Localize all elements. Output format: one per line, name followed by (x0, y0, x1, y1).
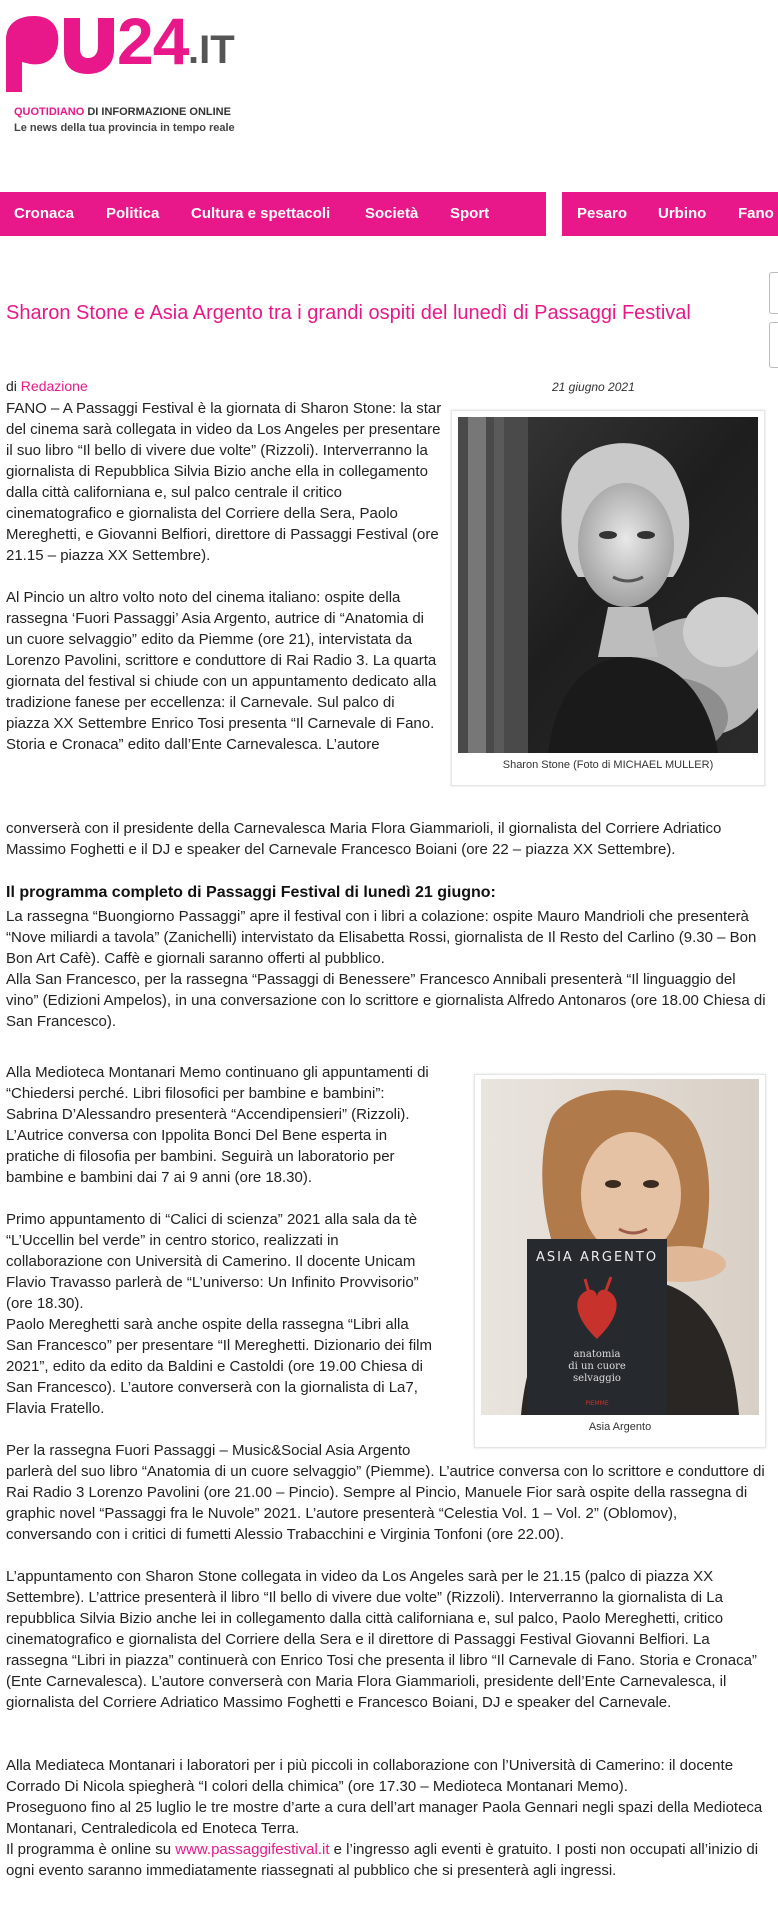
site-logo-mark[interactable] (0, 10, 118, 99)
article-date: 21 giugno 2021 (552, 380, 635, 394)
article-paragraph-8a: Per la rassegna Fuori Passaggi – Music&Social Asia Argento (6, 1442, 411, 1459)
book-title-line-2: di un cuore (568, 1361, 626, 1372)
article-paragraph-9: L’appuntamento con Sharon Stone collegata in video da Los Angeles sarà per le 21.15 (palco di piazza XX Settembre). L’attrice presenterà il libro “Il bello di vivere due volte” (Rizzoli). Interverranno la giornalista di La repubblica Silvia Bizio anche lei in collegamento dalla città californiana e, sul palco, Paolo Mereghetti, critico cinematografico e giornalista del Corriere della Sera e il direttore di Passaggi Festival Giovanni Belfiori. La rassegna “Libri in piazza” continuerà con Enrico Tosi che presenta il libro “Il Carnevale di Fano. Storia e Cronaca” (Ente Carnevalesca). L’autore converserà con Maria Flora Giammarioli, presidente dell’Ente Carnevalesca, il giornalista del Corriere Adriatico Massimo Foghetti e Francesco Boiani, DJ e speaker del Carnevale. (6, 1568, 757, 1711)
article-paragraph-3: La rassegna “Buongiorno Passaggi” apre il festival con i libri a colazione: ospite Mauro Mandrioli che presenterà “Nove miliardi a tavola” (Zanichelli) intervistato da Elisabetta Rossi, giornalista de Il Resto del Carlino (9.30 – Bon Bon Art Cafè). Caffè e giornali saranno offerti al pubblico. (6, 908, 757, 967)
nav-item-cultura[interactable]: Cultura e spettacoli (191, 205, 331, 222)
p12-pre: Il programma è online su (6, 1841, 176, 1858)
side-widget-tab[interactable] (769, 272, 778, 314)
article-paragraph-11: Proseguono fino al 25 luglio le tre mostre d’arte a cura dell’art manager Paola Gennari negli spazi della Medioteca Montanari, Centraledicola ed Enoteca Terra. (6, 1799, 763, 1837)
tagline-brand: QUOTIDIANO (14, 106, 85, 118)
article-paragraph-12 (6, 1839, 766, 1881)
author-link[interactable]: Redazione (20, 378, 88, 394)
logo-number[interactable]: 24 (117, 4, 189, 78)
sharon-stone-figure (451, 410, 765, 786)
site-subtagline: Le news della tua provincia in tempo reale (14, 122, 235, 134)
article-paragraph-6: Primo appuntamento di “Calici di scienza” 2021 alla sala da tè “L’Uccellin bel verde” in centro storico, realizzati in collaborazione con Università di Camerino. Il docente Unicam Flavio Travasso parlerà de “L’universo: Un Infinito Provvisorio” (ore 18.30). (6, 1211, 419, 1312)
byline-prefix: di (6, 378, 21, 394)
nav-item-societa[interactable]: Società (365, 205, 419, 222)
book-publisher: PIEMME (585, 1400, 609, 1407)
p12-post: e l’ingresso agli eventi è gratuito. I posti non occupati all’inizio di ogni evento saranno immediatamente riassegnati al pubblico che si presenterà agli ingressi. (6, 1841, 759, 1879)
tagline-rest: DI INFORMAZIONE ONLINE (84, 106, 231, 118)
festival-website-link[interactable]: www.passaggifestival.it (175, 1841, 330, 1858)
nav-item-pesaro[interactable]: Pesaro (577, 205, 628, 222)
nav-item-politica[interactable]: Politica (106, 205, 160, 222)
program-heading: Il programma completo di Passaggi Festival di lunedì 21 giugno: (6, 884, 496, 901)
asia-argento-photo[interactable] (481, 1079, 759, 1415)
side-widget-tab-2[interactable] (769, 322, 778, 368)
book-cover (527, 1239, 667, 1415)
nav-item-fano[interactable]: Fano (738, 205, 774, 222)
site-header (0, 0, 778, 190)
book-author: ASIA ARGENTO (535, 1250, 659, 1265)
logo-mark-text: pu (0, 10, 2, 11)
book-title-line-1: anatomia (573, 1349, 621, 1360)
article-paragraph-10: Alla Mediateca Montanari i laboratori per i più piccoli in collaborazione con l’Università di Camerino: il docente Corrado Di Nicola spiegherà “I colori della chimica” (ore 17.30 – Medioteca Montanari Memo). (6, 1757, 734, 1795)
nav-separator (546, 192, 562, 236)
nav-item-sport[interactable]: Sport (450, 205, 490, 222)
article-byline (6, 378, 88, 394)
main-nav (0, 192, 778, 236)
article-paragraph-1: FANO – A Passaggi Festival è la giornata di Sharon Stone: la star del cinema sarà collegata in video da Los Angeles per presentare il suo libro “Il bello di vivere due volte” (Rizzoli). Interverranno la giornalista di Repubblica Silvia Bizio anche ella in collegamento dalla città californiana e, sul palco centrale il critico cinematografico e giornalista del Corriere della Sera, Paolo Mereghetti, e Giovanni Belfiori, direttore di Passaggi Festival (ore 21.15 – piazza XX Settembre). (6, 400, 442, 564)
article-paragraph-5: Alla Medioteca Montanari Memo continuano gli appuntamenti di “Chiedersi perché. Libri filosofici per bambine e bambini”: Sabrina D’Alessandro presenterà “Accendipensieri” (Rizzoli). L’Autrice conversa con Ippolita Bonci Del Bene esperta in pratiche di filosofia per bambini. Seguirà un laboratorio per bambine e bambini dai 7 ai 9 anni (ore 18.30). (6, 1064, 429, 1186)
sharon-stone-caption: Sharon Stone (Foto di MICHAEL MULLER) (502, 759, 714, 771)
book-title-line-3: selvaggio (573, 1373, 621, 1384)
asia-argento-caption: Asia Argento (588, 1421, 652, 1433)
asia-argento-figure (474, 1074, 766, 1448)
article-paragraph-7: Paolo Mereghetti sarà anche ospite della rassegna “Libri alla San Francesco” per presentare “Il Mereghetti. Dizionario dei film 2021”, edito da edito da Baldini e Castoldi (ore 19.00 Chiesa di San Francesco). L’autore converserà con la giornalista di La7, Flavia Fratello. (6, 1316, 433, 1417)
article-title: Sharon Stone e Asia Argento tra i grandi ospiti del lunedì di Passaggi Festival (6, 302, 691, 324)
article-paragraph-2a: Al Pincio un altro volto noto del cinema italiano: ospite della rassegna ‘Fuori Passaggi’ Asia Argento, autrice di “Anatomia di un cuore selvaggio” edito da Piemme (ore 21), intervistata da Lorenzo Pavolini, scrittore e conduttore di Rai Radio 3. La quarta giornata del festival si chiude con un appuntamento dedicato alla tradizione fanese per eccellenza: il Carnevale. Sul palco di piazza XX Settembre Enrico Tosi presenta “Il Carnevale di Fano. Storia e Cronaca” edito dall’Ente Carnevalesca. L’autore (6, 589, 437, 753)
logo-tld[interactable]: .IT (188, 28, 235, 72)
sharon-stone-photo[interactable] (458, 417, 758, 753)
site-tagline (14, 106, 231, 118)
article-paragraph-2b: converserà con il presidente della Carnevalesca Maria Flora Giammarioli, il giornalista del Corriere Adriatico Massimo Foghetti e il DJ e speaker del Carnevale Francesco Boiani (ore 22 – piazza XX Settembre). (6, 820, 722, 858)
article-paragraph-8b: parlerà del suo libro “Anatomia di un cuore selvaggio” (Piemme). L’autrice conversa con lo scrittore e conduttore di Rai Radio 3 Lorenzo Pavolini (ore 21.00 – Pincio). Sempre al Pincio, Manuele Fior sarà ospite della rassegna di graphic novel “Passaggi fra le Nuvole” 2021. L’autore presenterà “Celestia Vol. 1 – Vol. 2” (Oblomov), conversando con i critici di fumetti Alessio Trabacchini e Virginia Tonfoni (ore 22.00). (6, 1463, 765, 1543)
article-paragraph-4: Alla San Francesco, per la rassegna “Passaggi di Benessere” Francesco Annibali presenterà “Il linguaggio del vino” (Edizioni Ampelos), in una conversazione con lo scrittore e giornalista Alfredo Antonaros (ore 18.00 Chiesa di San Francesco). (6, 971, 766, 1030)
nav-item-cronaca[interactable]: Cronaca (14, 205, 75, 222)
nav-item-urbino[interactable]: Urbino (658, 205, 707, 222)
